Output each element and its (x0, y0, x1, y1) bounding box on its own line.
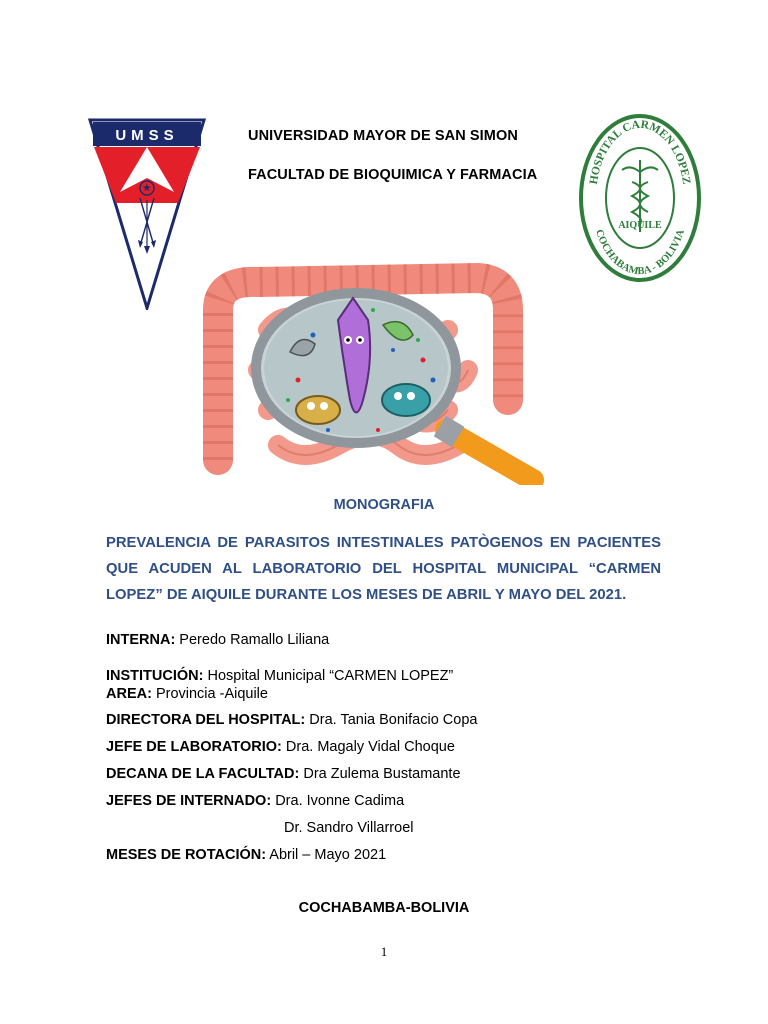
info-label: AREA: (106, 686, 152, 702)
info-label: INSTITUCIÓN: (106, 668, 204, 684)
info-value: Peredo Ramallo Liliana (175, 632, 330, 648)
info-label: INTERNA: (106, 632, 176, 648)
info-jefes-internado (106, 793, 404, 809)
seal-center-text: AIQUILE (618, 220, 662, 231)
university-name: UNIVERSIDAD MAYOR DE SAN SIMON (248, 128, 518, 144)
info-value: Dra Zulema Bustamante (299, 766, 461, 782)
info-area (106, 686, 268, 702)
city-footer: COCHABAMBA-BOLIVIA (298, 900, 470, 916)
seal-bottom-text: COCHABAMBA - BOLIVIA (593, 228, 687, 278)
seal-top-text: HOSPITAL CARMEN LOPEZ (587, 118, 693, 186)
info-label: DECANA DE LA FACULTAD: (106, 766, 300, 782)
info-value: Dra. Ivonne Cadima (271, 793, 405, 809)
info-value: Provincia -Aiquile (151, 686, 268, 702)
info-label: JEFE DE LABORATORIO: (106, 739, 282, 755)
info-value: Dra. Magaly Vidal Choque (281, 739, 455, 755)
info-label: JEFES DE INTERNADO: (106, 793, 272, 809)
info-institucion (106, 668, 453, 684)
faculty-name: FACULTAD DE BIOQUIMICA Y FARMACIA (248, 167, 538, 183)
thesis-title: PREVALENCIA DE PARASITOS INTESTINALES PATÒGENOS EN PACIENTES QUE ACUDEN AL LABORATORIO DEL HOSPITAL MUNICIPAL “CARMEN LOPEZ” DE AIQUILE DURANTE LOS MESES DE ABRIL Y MAYO DEL 2021. (106, 535, 661, 603)
umss-logo-text: UMSS (115, 127, 179, 144)
hospital-seal-logo (578, 112, 702, 284)
intestine-magnifier-parasites-icon (178, 240, 548, 485)
info-label: DIRECTORA DEL HOSPITAL: (106, 712, 306, 728)
info-decana (106, 766, 461, 782)
document-type: MONOGRAFIA (333, 497, 435, 513)
info-directora (106, 712, 477, 728)
info-jefes-internado-second: Dr. Sandro Villarroel (284, 820, 414, 836)
page-number: 1 (380, 944, 388, 959)
info-value: Abril – Mayo 2021 (266, 847, 387, 863)
info-interna (106, 632, 329, 648)
info-value: Dra. Tania Bonifacio Copa (305, 712, 478, 728)
info-jefe-laboratorio (106, 739, 455, 755)
info-meses-rotacion (106, 847, 386, 863)
info-value: Hospital Municipal “CARMEN LOPEZ” (203, 668, 454, 684)
info-label: MESES DE ROTACIÓN: (106, 847, 267, 863)
